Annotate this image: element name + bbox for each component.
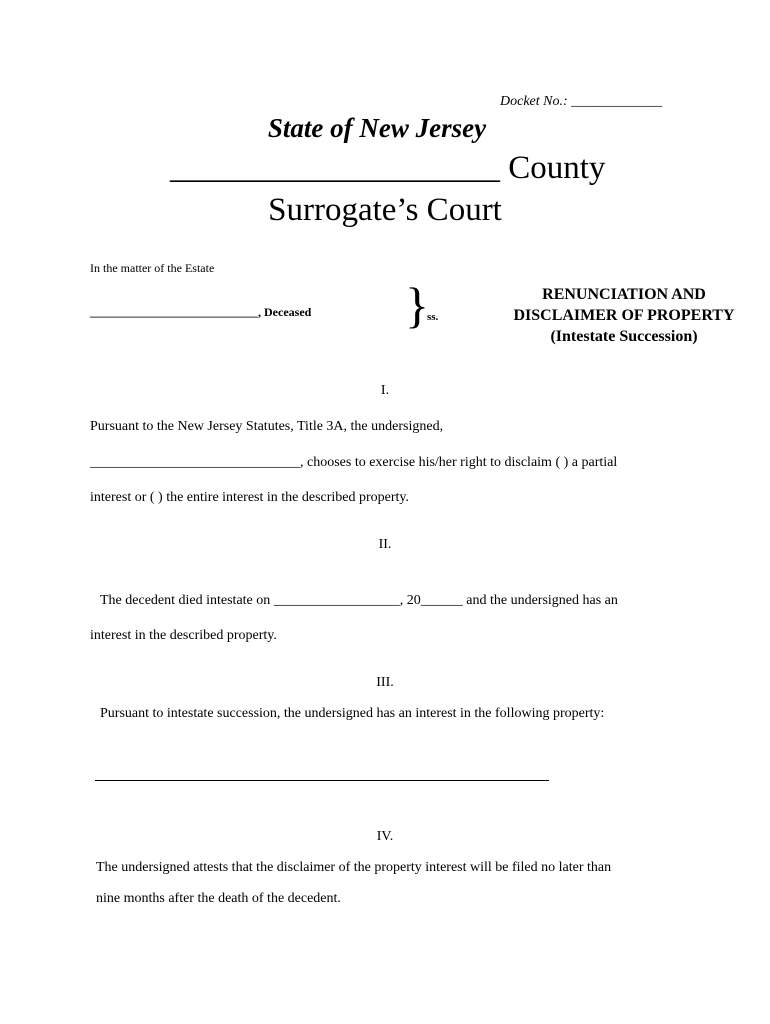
section-numeral-4: IV. bbox=[376, 829, 394, 844]
section-4-line: nine months after the death of the decedent. bbox=[96, 891, 341, 906]
section-numeral-3: III. bbox=[376, 675, 394, 690]
document-title-line: (Intestate Succession) bbox=[550, 328, 698, 345]
document-title-line: DISCLAIMER OF PROPERTY bbox=[513, 307, 735, 324]
section-numeral-1: I. bbox=[380, 383, 390, 398]
state-heading-text: State of New Jersey bbox=[267, 113, 487, 143]
section-1-line: Pursuant to the New Jersey Statutes, Title 3A, the undersigned, bbox=[90, 419, 444, 434]
deceased-name-field: ____________________________, Deceased bbox=[90, 305, 312, 319]
ss-label: ss. bbox=[427, 311, 439, 323]
court-heading bbox=[0, 192, 770, 229]
section-1-line: ______________________________, chooses to exercise his/her right to disclaim ( ) a partial bbox=[90, 455, 618, 470]
state-heading bbox=[0, 113, 770, 144]
section-2-line: interest in the described property. bbox=[90, 628, 277, 643]
court-heading-text: Surrogate’s Court bbox=[268, 192, 502, 228]
estate-matter-label: In the matter of the Estate bbox=[90, 261, 215, 275]
docket-number-field: Docket No.: _____________ bbox=[500, 94, 663, 109]
property-description-line bbox=[95, 780, 549, 781]
document-title bbox=[498, 284, 750, 347]
section-1-line: interest or ( ) the entire interest in the described property. bbox=[90, 490, 410, 505]
caption-brace: } bbox=[405, 277, 429, 333]
section-numeral-2: II. bbox=[378, 537, 392, 552]
document-title-line: RENUNCIATION AND bbox=[542, 286, 706, 303]
county-heading: ____________________ County bbox=[170, 150, 606, 186]
section-4-line: The undersigned attests that the disclaimer of the property interest will be filed no later than bbox=[96, 860, 612, 875]
section-2-line: The decedent died intestate on __________________, 20______ and the undersigned has an bbox=[100, 593, 618, 608]
section-3-line: Pursuant to intestate succession, the undersigned has an interest in the following property: bbox=[100, 706, 605, 721]
